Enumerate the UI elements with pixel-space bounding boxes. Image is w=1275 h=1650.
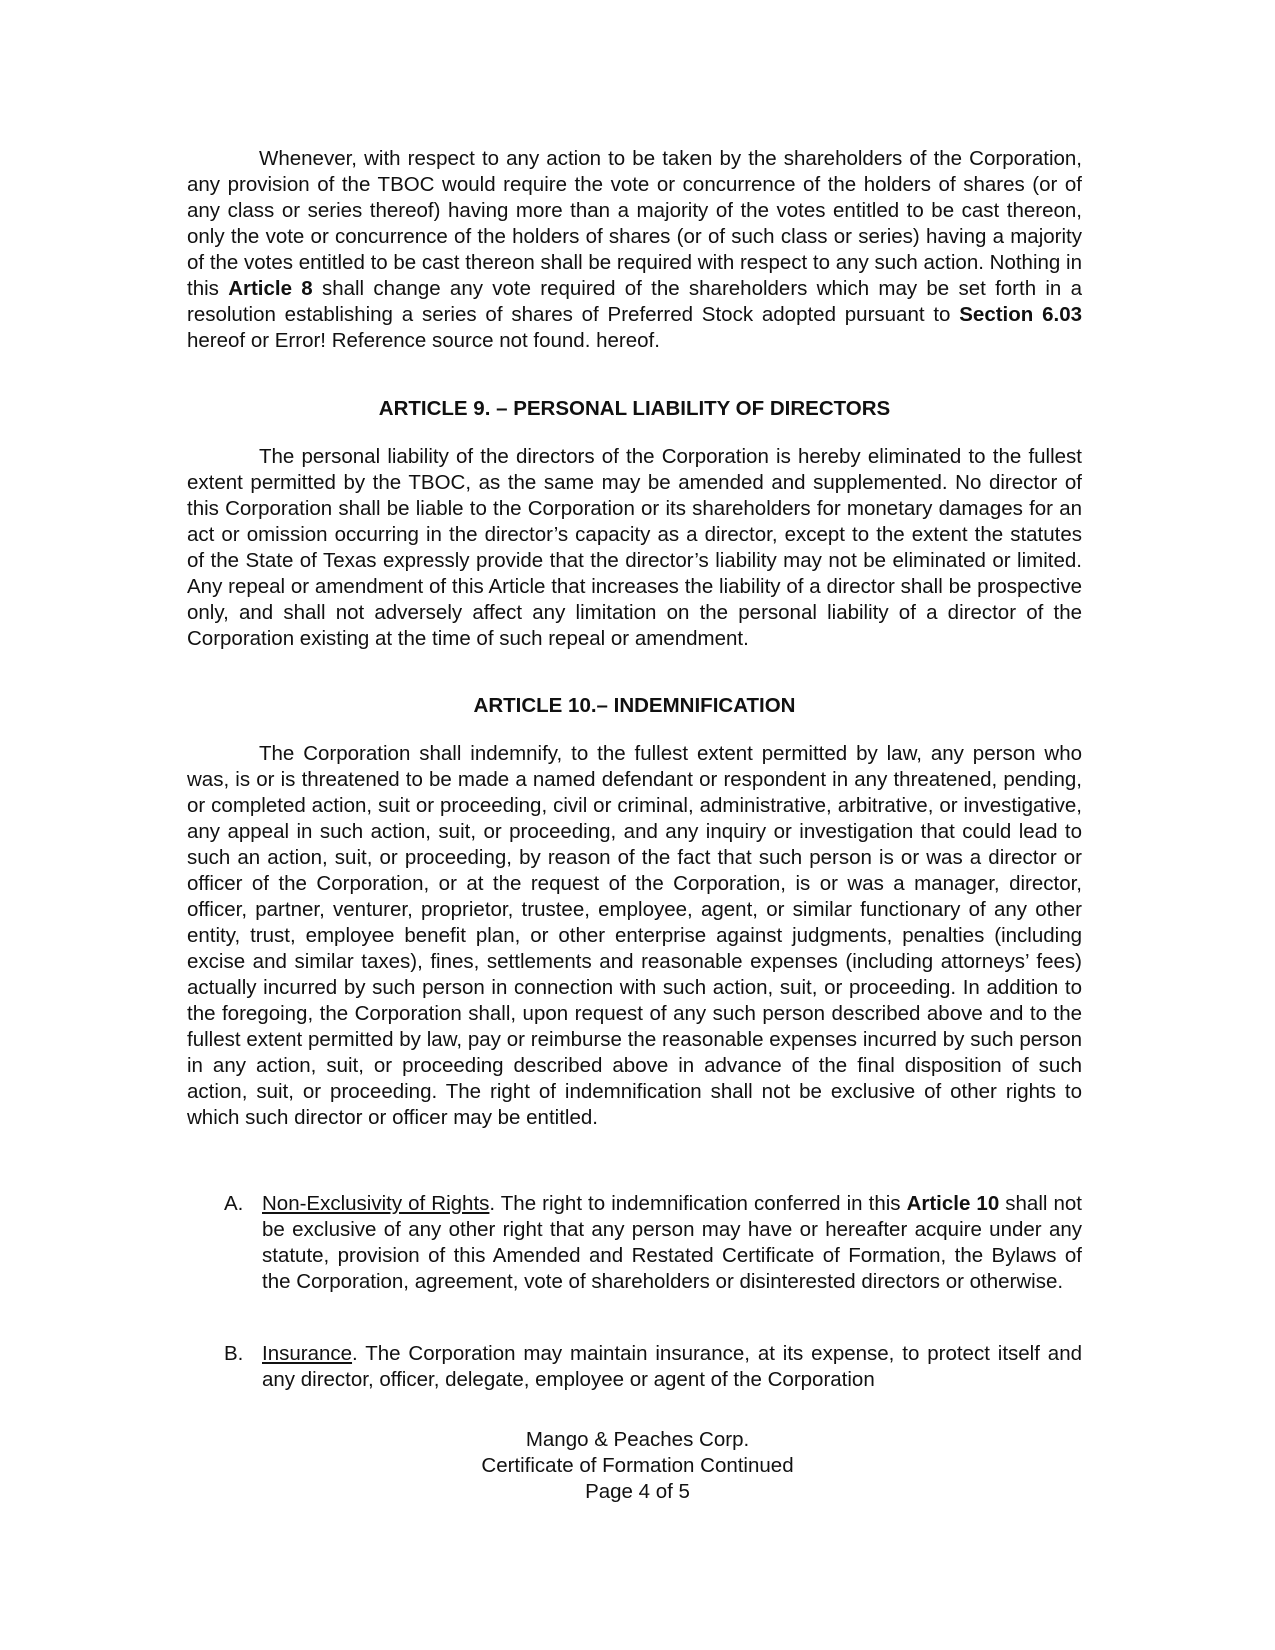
list-item-a <box>224 1191 1082 1295</box>
article-9-heading-wrap <box>187 396 1082 422</box>
intro-text-1: Whenever, with respect to any action to be taken by the shareholders of the Corporation, any provision of the TBOC would require the vote or concurrence of the holders of shares (or of any class or series thereof) having more than a majority of the votes entitled to be cast thereon, only the vote or concurrence of the holders of shares (or of such class or series) having a majority of the votes entitled to be cast thereon shall be required with respect to any such action. Nothing in this <box>187 147 1082 300</box>
intro-text-2: shall change any vote required of the shareholders which may be set forth in a resolution establishing a series of shares of Preferred Stock adopted pursuant to <box>187 277 1082 326</box>
article-10-section <box>187 741 1082 1131</box>
article-9-section <box>187 444 1082 652</box>
list-letter-b: B. <box>224 1342 244 1365</box>
article-10-heading: ARTICLE 10.– INDEMNIFICATION <box>473 694 796 717</box>
intro-text-3: hereof or Error! Reference source not found. hereof. <box>187 329 660 352</box>
list-letter-a: A. <box>224 1192 244 1215</box>
article-9-heading: ARTICLE 9. – PERSONAL LIABILITY OF DIRECTORS <box>378 397 891 420</box>
list-b-title: Insurance <box>262 1342 353 1365</box>
list-item-b <box>224 1341 1082 1393</box>
list-a-text-1: . The right to indemnification conferred in this <box>489 1192 907 1215</box>
article-10-heading-wrap <box>187 693 1082 719</box>
footer-company: Mango & Peaches Corp. <box>525 1428 750 1451</box>
intro-paragraph <box>187 146 1082 354</box>
list-b-text-1: . The Corporation may maintain insurance, at its expense, to protect itself and any director, officer, delegate, employee or agent of the Corporation <box>262 1342 1082 1391</box>
intro-ref-section-603: Section 6.03 <box>959 303 1082 326</box>
page-footer <box>0 1427 1275 1505</box>
footer-doc-title: Certificate of Formation Continued <box>481 1454 794 1477</box>
footer-page-number: Page 4 of 5 <box>585 1480 690 1503</box>
list-a-title: Non-Exclusivity of Rights <box>262 1192 490 1215</box>
list-a-ref-article-10: Article 10 <box>906 1192 1000 1215</box>
article-9-body: The personal liability of the directors of the Corporation is hereby eliminated to the fullest extent permitted by the TBOC, as the same may be amended and supplemented. No director of this Corporation shall be liable to the Corporation or its shareholders for monetary damages for an act or omission occurring in the director’s capacity as a director, except to the extent the statutes of the State of Texas expressly provide that the director’s liability may not be eliminated or limited. Any repeal or amendment of this Article that increases the liability of a director shall be prospective only, and shall not adversely affect any limitation on the personal liability of a director of the Corporation existing at the time of such repeal or amendment. <box>187 445 1082 650</box>
article-10-body: The Corporation shall indemnify, to the fullest extent permitted by law, any person who was, is or is threatened to be made a named defendant or respondent in any threatened, pending, or completed action, suit or proceeding, civil or criminal, administrative, arbitrative, or investigative, any appeal in such action, suit, or proceeding, and any inquiry or investigation that could lead to such an action, suit, or proceeding, by reason of the fact that such person is or was a director or officer of the Corporation, or at the request of the Corporation, is or was a manager, director, officer, partner, venturer, proprietor, trustee, employee, agent, or similar functionary of any other entity, trust, employee benefit plan, or other enterprise against judgments, penalties (including excise and similar taxes), fines, settlements and reasonable expenses (including attorneys’ fees) actually incurred by such person in connection with such action, suit, or proceeding. In addition to the foregoing, the Corporation shall, upon request of any such person described above and to the fullest extent permitted by law, pay or reimburse the reasonable expenses incurred by such person in any action, suit, or proceeding described above in advance of the final disposition of such action, suit, or proceeding. The right of indemnification shall not be exclusive of other rights to which such director or officer may be entitled. <box>187 742 1082 1129</box>
intro-ref-article-8: Article 8 <box>228 277 313 300</box>
list-a-text-2: shall not be exclusive of any other right that any person may have or hereafter acquire under any statute, provision of this Amended and Restated Certificate of Formation, the Bylaws of the Corporation, agreement, vote of shareholders or disinterested directors or otherwise. <box>262 1192 1082 1293</box>
